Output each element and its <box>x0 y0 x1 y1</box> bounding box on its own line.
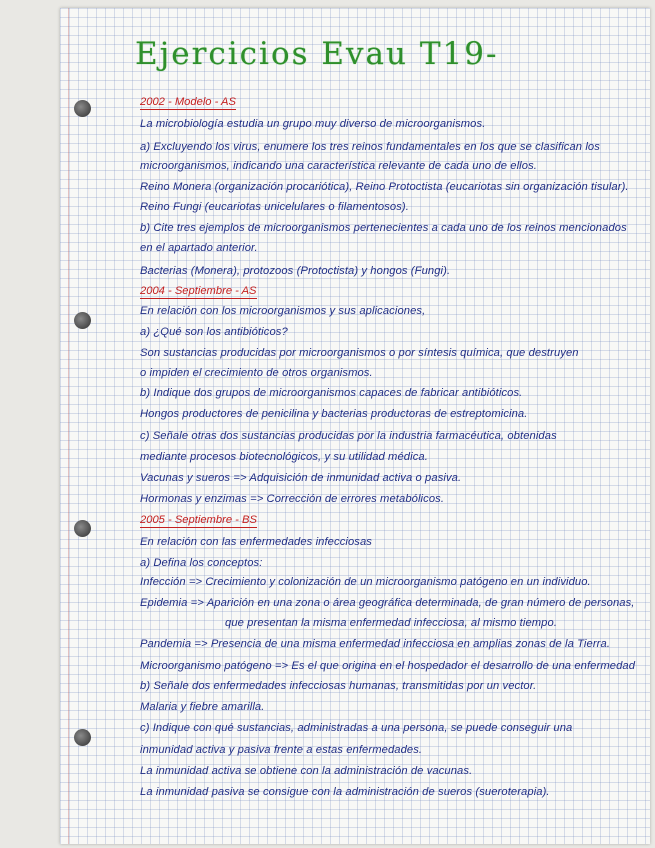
section-heading: 2002 - Modelo - AS <box>140 96 236 108</box>
section-heading: 2005 - Septiembre - BS <box>140 514 257 526</box>
note-line: Vacunas y sueros => Adquisición de inmunidad activa o pasiva. <box>140 472 462 484</box>
note-line: b) Cite tres ejemplos de microorganismos pertenecientes a cada uno de los reinos mencionados <box>140 222 627 234</box>
section-heading: 2004 - Septiembre - AS <box>140 285 257 297</box>
note-line: Reino Monera (organización procariótica), Reino Protoctista (eucariotas sin organización tisular). <box>140 181 629 193</box>
note-line: a) ¿Qué son los antibióticos? <box>140 326 288 338</box>
note-line: a) Excluyendo los virus, enumere los tres reinos fundamentales en los que se clasifican los <box>140 141 600 153</box>
binder-hole-1 <box>74 100 91 117</box>
note-line: b) Señale dos enfermedades infecciosas humanas, transmitidas por un vector. <box>140 680 537 692</box>
note-line: b) Indique dos grupos de microorganismos capaces de fabricar antibióticos. <box>140 387 523 399</box>
binder-hole-3 <box>74 520 91 537</box>
page-title: Ejercicios Evau T19- <box>135 36 499 72</box>
note-line: Reino Fungi (eucariotas unicelulares o filamentosos). <box>140 201 409 213</box>
note-line: Bacterias (Monera), protozoos (Protoctista) y hongos (Fungi). <box>140 265 451 277</box>
note-line: La microbiología estudia un grupo muy diverso de microorganismos. <box>140 118 486 130</box>
note-line: inmunidad activa y pasiva frente a estas enfermedades. <box>140 744 423 756</box>
note-line: mediante procesos biotecnológicos, y su utilidad médica. <box>140 451 428 463</box>
note-line: La inmunidad activa se obtiene con la administración de vacunas. <box>140 765 473 777</box>
binder-hole-4 <box>74 729 91 746</box>
note-line: Hongos productores de penicilina y bacterias productoras de estreptomicina. <box>140 408 528 420</box>
note-line: Hormonas y enzimas => Corrección de errores metabólicos. <box>140 493 445 505</box>
note-line: en el apartado anterior. <box>140 242 258 254</box>
margin-line <box>68 8 69 844</box>
note-line: Microorganismo patógeno => Es el que origina en el hospedador el desarrollo de una enfermedad <box>140 660 636 672</box>
notebook-page <box>60 8 650 844</box>
note-line: Son sustancias producidas por microorganismos o por síntesis química, que destruyen <box>140 347 579 359</box>
note-line: La inmunidad pasiva se consigue con la administración de sueros (sueroterapia). <box>140 786 550 798</box>
note-line: c) Indique con qué sustancias, administradas a una persona, se puede conseguir una <box>140 722 573 734</box>
note-line: En relación con los microorganismos y sus aplicaciones, <box>140 305 426 317</box>
note-line: o impiden el crecimiento de otros organismos. <box>140 367 373 379</box>
note-line: En relación con las enfermedades infecciosas <box>140 536 373 548</box>
note-line: Malaria y fiebre amarilla. <box>140 701 265 713</box>
binder-hole-2 <box>74 312 91 329</box>
note-line: microorganismos, indicando una característica relevante de cada uno de ellos. <box>140 160 537 172</box>
note-line: a) Defina los conceptos: <box>140 557 263 569</box>
note-line: c) Señale otras dos sustancias producidas por la industria farmacéutica, obtenidas <box>140 430 557 442</box>
note-line: Pandemia => Presencia de una misma enfermedad infecciosa en amplias zonas de la Tierra. <box>140 638 611 650</box>
note-line: Epidemia => Aparición en una zona o área geográfica determinada, de gran número de personas, <box>140 597 635 609</box>
note-line: que presentan la misma enfermedad infecciosa, al mismo tiempo. <box>225 617 558 629</box>
note-line: Infección => Crecimiento y colonización de un microorganismo patógeno en un individuo. <box>140 576 591 588</box>
